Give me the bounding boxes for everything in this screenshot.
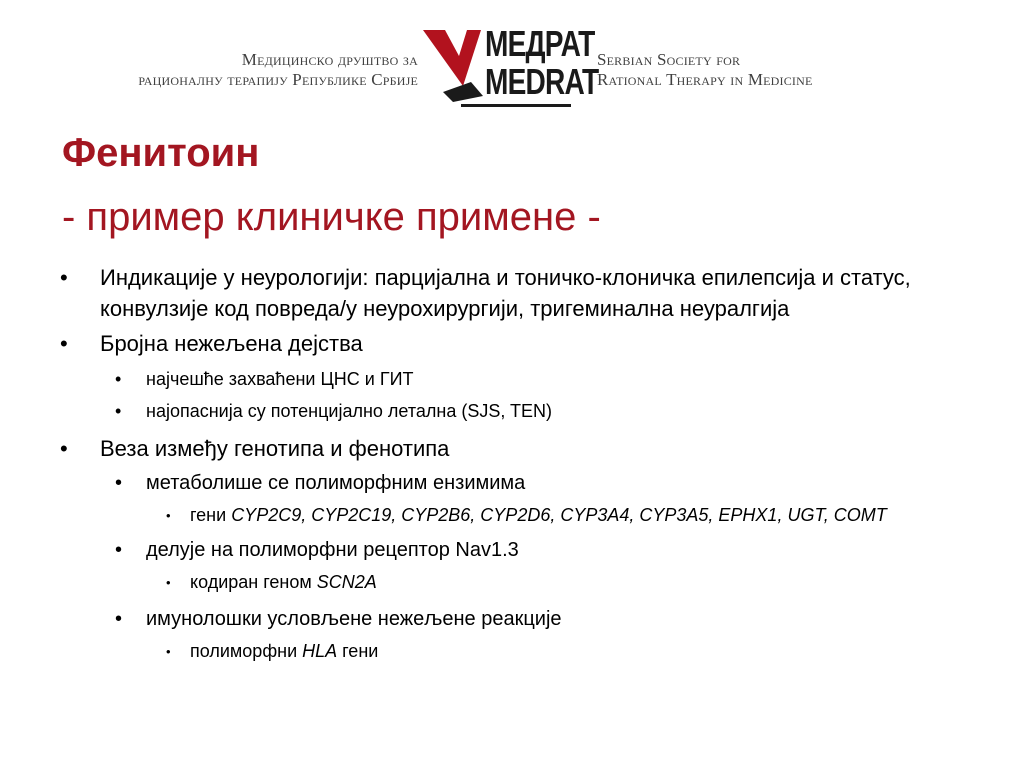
medrat-logo	[423, 23, 599, 108]
sub-sub-bullet-scn2a	[0, 569, 950, 596]
bullet-dot-icon: •	[166, 644, 171, 659]
bullet-dot-icon: •	[115, 539, 123, 561]
slide-header	[0, 0, 1024, 118]
sub-sub-bullet-genes	[0, 502, 950, 529]
slide-subtitle: - пример клиничке примене -	[62, 195, 601, 239]
bullet-text-prefix: гени	[190, 505, 232, 525]
bullet-dot-icon: •	[60, 265, 68, 290]
bullet-dot-icon: •	[115, 608, 123, 630]
org-name-english	[597, 50, 927, 90]
bullet-dot-icon: •	[115, 472, 123, 494]
bullet-dot-icon: •	[115, 369, 122, 389]
bullet-genotype-phenotype	[0, 433, 940, 464]
bullet-text: делује на полиморфни рецептор Nav1.3	[146, 539, 519, 561]
bullet-dot-icon: •	[166, 575, 171, 590]
slide-title: Фенитоин	[62, 131, 260, 175]
bullet-dot-icon: •	[60, 436, 68, 461]
bullet-indications	[0, 262, 940, 324]
bullet-adverse-effects	[0, 328, 940, 359]
bullet-text: најопаснија су потенцијално летална (SJS, TEN)	[146, 401, 553, 421]
org-en-line2: Rational Therapy in Medicine	[597, 70, 813, 89]
logo-text-latin: MEDRAT	[485, 61, 599, 102]
sub-bullet-cns-git	[0, 363, 946, 395]
sub-bullet-receptor	[0, 535, 946, 565]
bullet-text-prefix: кодиран геном	[190, 572, 317, 592]
bullet-text: метаболише се полиморфним ензимима	[146, 472, 526, 494]
gene-name: SCN2A	[316, 572, 377, 592]
sub-bullet-immune	[0, 604, 946, 634]
bullet-text: имунолошки условљене нежељене реакције	[146, 608, 562, 630]
org-sr-line2: рационалну терапију Републике Србије	[138, 70, 418, 89]
sub-bullet-lethal	[0, 395, 946, 427]
org-sr-line1: Медицинско друштво за	[241, 50, 418, 69]
bullet-text-suffix: гени	[337, 641, 379, 661]
sub-bullet-metabolism	[0, 468, 946, 498]
bullet-text: Веза између генотипа и фенотипа	[100, 436, 450, 461]
bullet-text: Бројна нежељена дејства	[100, 331, 363, 356]
sub-sub-bullet-hla	[0, 638, 950, 665]
bullet-dot-icon: •	[166, 508, 171, 523]
org-en-line1: Serbian Society for	[597, 50, 741, 69]
slide-body	[0, 262, 1024, 665]
bullet-dot-icon: •	[115, 401, 122, 421]
bullet-text-prefix: полиморфни	[190, 641, 303, 661]
bullet-dot-icon: •	[60, 331, 68, 356]
gene-list: CYP2C9, CYP2C19, CYP2B6, CYP2D6, CYP3A4, CYP3A5, EPHX1, UGT, COMT	[231, 505, 887, 525]
bullet-text: најчешће захваћени ЦНС и ГИТ	[146, 369, 414, 389]
logo-text-cyrillic: MEДPAT	[485, 23, 595, 64]
bullet-text: Индикације у неурологији: парцијална и тоничко-клоничка епилепсија и статус, конвулзије код повреда/у неурохирургији, тригеминална неуралгија	[100, 265, 911, 321]
org-name-serbian	[98, 50, 418, 90]
gene-name: HLA	[302, 641, 338, 661]
